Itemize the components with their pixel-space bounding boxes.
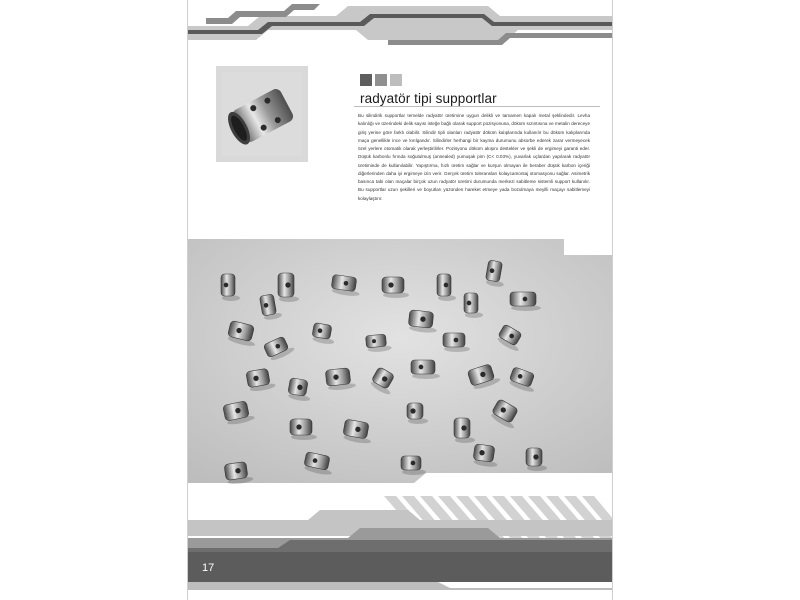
- top-decorative-band: [188, 0, 613, 48]
- cylindrical-support-photo: [222, 72, 302, 156]
- assorted-chaplets-photo: [188, 239, 613, 491]
- title-rule: [354, 106, 600, 107]
- section-title: radyatör tipi supportlar: [360, 91, 497, 106]
- heading-squares: [360, 74, 402, 86]
- body-paragraph: Bu silindirik supportlar temelde radyatör üretimine uygun delikli ve tamamen kapalı metal şeklindedir. Levha kalınlığı ve üzerindeki delik sayısı isteğe bağlı olarak support pozisyonuna, döküm sızıntısına ve metalin dereceye giriş yerine göre farklı olabilir. Silindir tipli olanları radyatör döküm kalıplarında kullanılır bu döküm kalıplarında maça genellikle ince ve kırılgandır. Silindirler herhangi bir kayma durumunu absorbe ederek zarar vermeyecek özel yerlere otomatik olarak yerleştirilirler. Pozisyonu döküm akışını destekler ve şekli de ergimeyi garanti eder. Düşük karbonlu fırında soğutulmuş (annealed) yumuşak pim (C< 0.03%), yuvarlak uçlardan yapılarak radyatör üretiminde de kullanılabilir. Yapıştırma, hızlı üretim sağlar ve kurşun olmayan ile beraber düşük karbon içeriği diğerlerinden daha iyi ergimeye izin verir. Gerçek üretim toleransları kolaycamontaj otomasyonu sağlar. Asimetrik basınca tabi olan maçalar birçok uzun radyatör üretimi durumunda merkezi sabitleme sistemli support kullanılır. Bu supportlar uzun şekilleri ve boyutları yüzünden hareket etmeye yada bozulmaya meyilli maçayı sabitlemeyi kolaylaştırır.: [358, 113, 590, 201]
- page-number: 17: [202, 562, 215, 574]
- heading-square-dark: [360, 74, 372, 86]
- heading-square-light: [390, 74, 402, 86]
- brochure-page: [187, 0, 613, 600]
- bottom-decorative-band: [188, 486, 613, 600]
- heading-square-mid: [375, 74, 387, 86]
